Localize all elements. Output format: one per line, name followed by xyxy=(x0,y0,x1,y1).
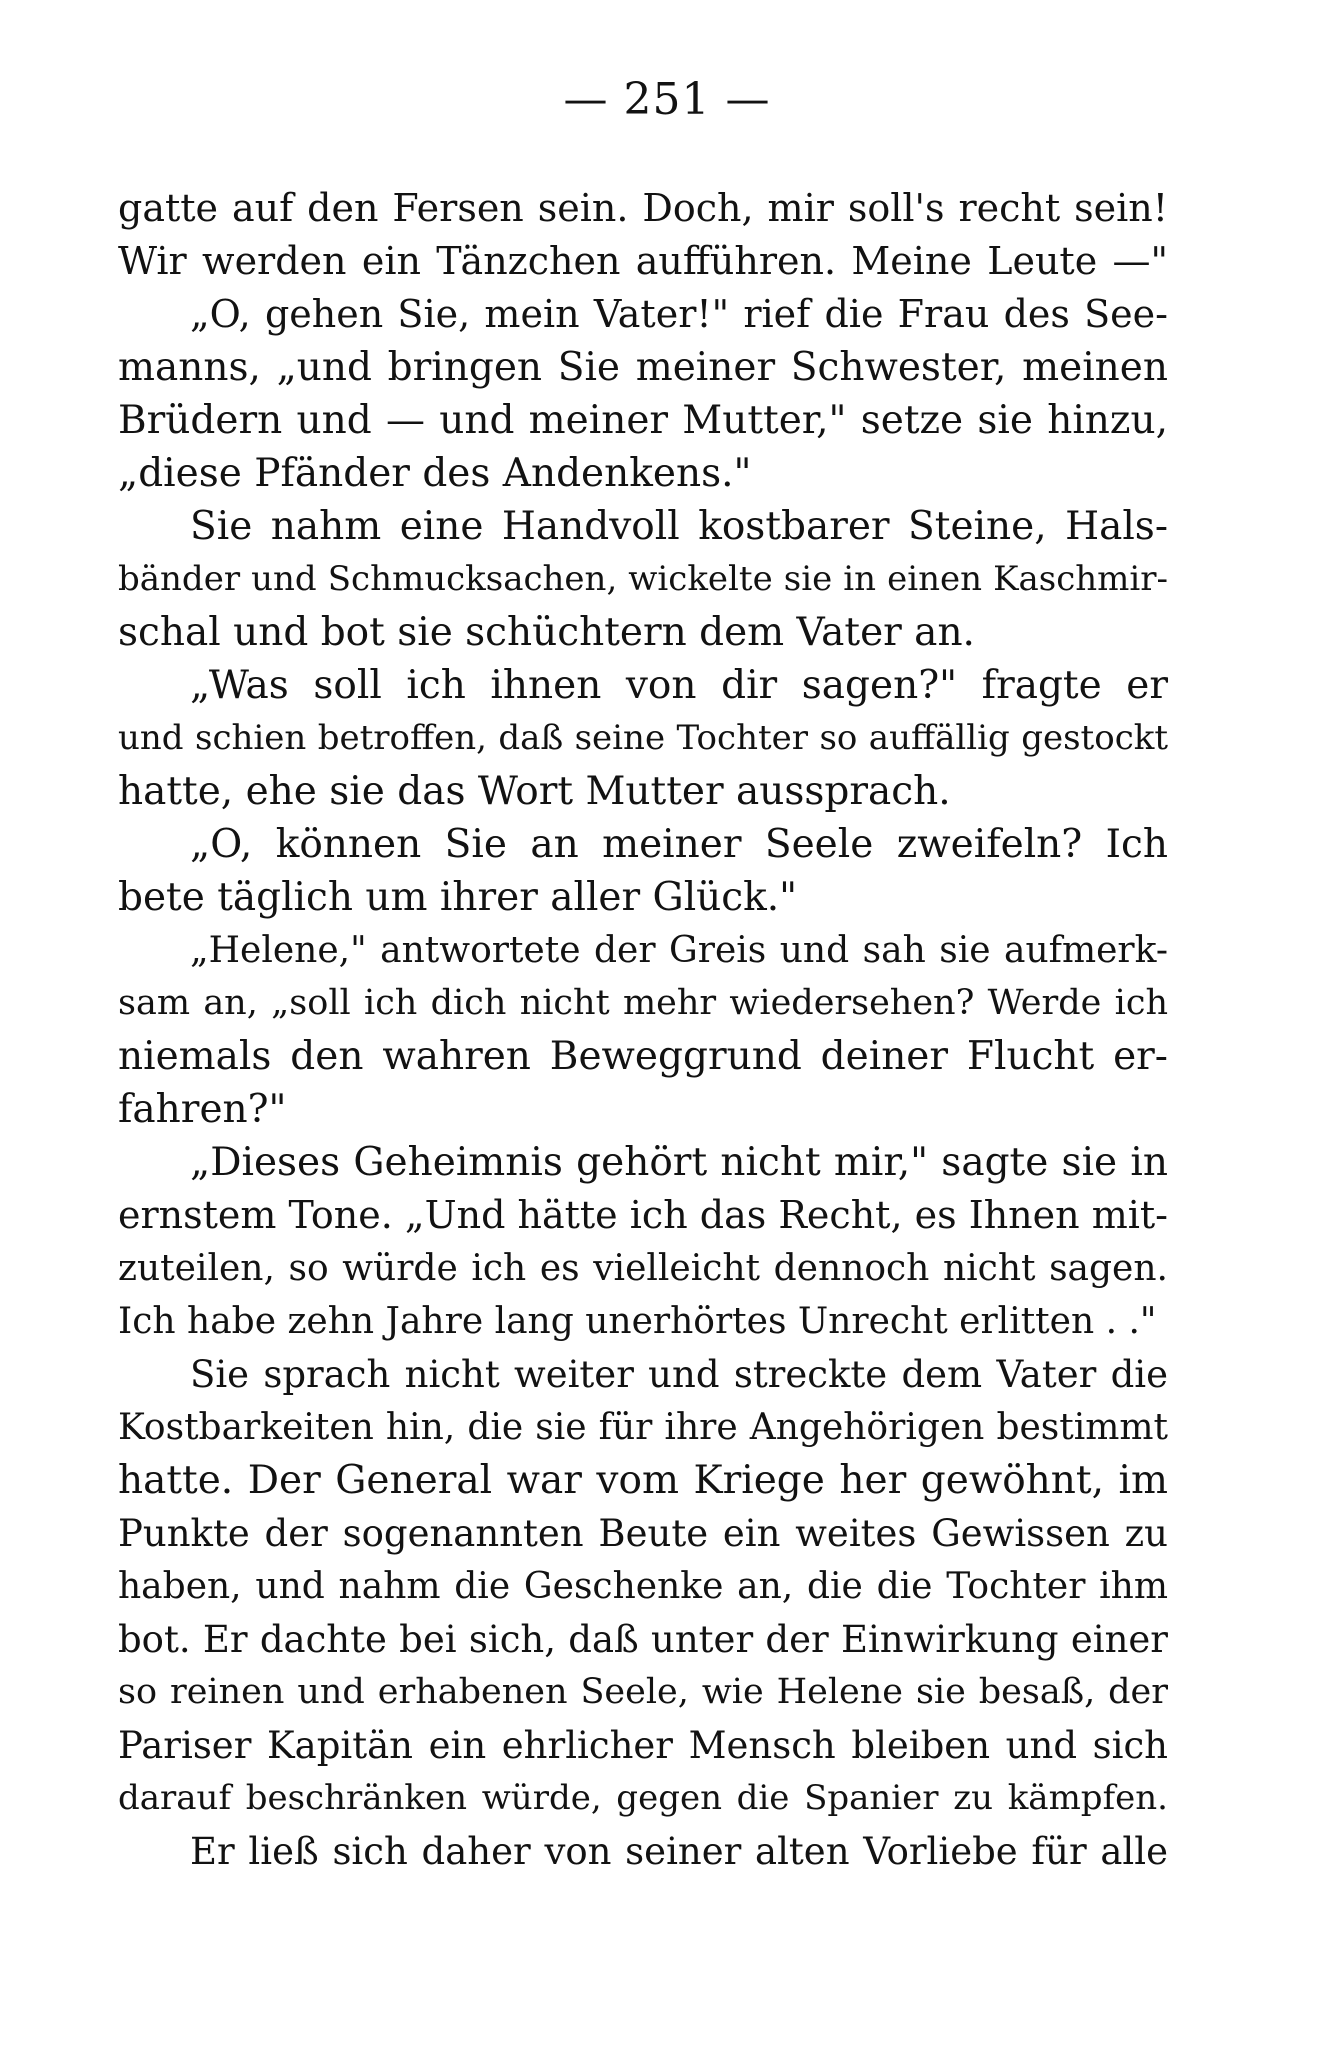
text-line: „O, gehen Sie, mein Vater!" rief die Frau des See- xyxy=(190,292,1168,336)
text-line: und schien betroffen, daß seine Tochter so auffällig gestockt xyxy=(118,718,1168,758)
text-line: Ich habe zehn Jahre lang unerhörtes Unrecht erlitten . ." xyxy=(118,1301,1157,1342)
text-line: „Dieses Geheimnis gehört nicht mir," sagte sie in xyxy=(190,1140,1168,1185)
text-line: Er ließ sich daher von seiner alten Vorliebe für alle xyxy=(190,1830,1168,1873)
text-line: hatte. Der General war vom Kriege her gewöhnt, im xyxy=(118,1458,1168,1503)
text-line: bete täglich um ihrer aller Glück." xyxy=(118,875,798,920)
text-line: sam an, „soll ich dich nicht mehr wiedersehen? Werde ich xyxy=(118,983,1168,1023)
text-line: so reinen und erhabenen Seele, wie Helene sie besaß, der xyxy=(118,1672,1168,1712)
text-line: Brüdern und — und meiner Mutter," setze sie hinzu, xyxy=(118,398,1168,443)
text-line: hatte, ehe sie das Wort Mutter aussprach. xyxy=(118,769,951,814)
text-line: niemals den wahren Beweggrund deiner Flucht er- xyxy=(118,1034,1168,1079)
text-line: Sie sprach nicht weiter und streckte dem Vater die xyxy=(190,1353,1168,1396)
page-number: — 251 — xyxy=(563,74,771,125)
text-line: darauf beschränken würde, gegen die Spanier zu kämpfen. xyxy=(118,1778,1168,1818)
text-line: schal und bot sie schüchtern dem Vater an. xyxy=(118,610,975,655)
text-line: manns, „und bringen Sie meiner Schwester, meinen xyxy=(118,345,1168,390)
text-line: Sie nahm eine Handvoll kostbarer Steine, Hals- xyxy=(190,504,1168,549)
text-line: Pariser Kapitän ein ehrlicher Mensch bleiben und sich xyxy=(118,1724,1168,1767)
text-line: „Was soll ich ihnen von dir sagen?" fragte er xyxy=(190,663,1168,708)
text-line: haben, und nahm die Geschenke an, die die Tochter ihm xyxy=(118,1566,1168,1607)
text-line: „Helene," antwortete der Greis und sah sie aufmerk- xyxy=(190,930,1168,971)
body-text xyxy=(118,182,1168,1878)
text-line: Kostbarkeiten hin, die sie für ihre Angehörigen bestimmt xyxy=(118,1407,1168,1448)
text-line: „diese Pfänder des Andenkens." xyxy=(118,451,752,496)
text-line: bot. Er dachte bei sich, daß unter der Einwirkung einer xyxy=(118,1618,1168,1661)
text-line: ernstem Tone. „Und hätte ich das Recht, es Ihnen mit- xyxy=(118,1193,1168,1237)
text-line: fahren?" xyxy=(118,1087,287,1132)
text-line: Wir werden ein Tänzchen aufführen. Meine Leute —" xyxy=(118,239,1168,283)
text-line: Punkte der sogenannten Beute ein weites Gewissen zu xyxy=(118,1512,1168,1555)
text-line: „O, können Sie an meiner Seele zweifeln? Ich xyxy=(190,822,1168,867)
text-line: bänder und Schmucksachen, wickelte sie in einen Kaschmir- xyxy=(118,559,1168,599)
text-line: zuteilen, so würde ich es vielleicht dennoch nicht sagen. xyxy=(118,1248,1168,1289)
text-line: gatte auf den Fersen sein. Doch, mir soll's recht sein! xyxy=(118,186,1168,230)
